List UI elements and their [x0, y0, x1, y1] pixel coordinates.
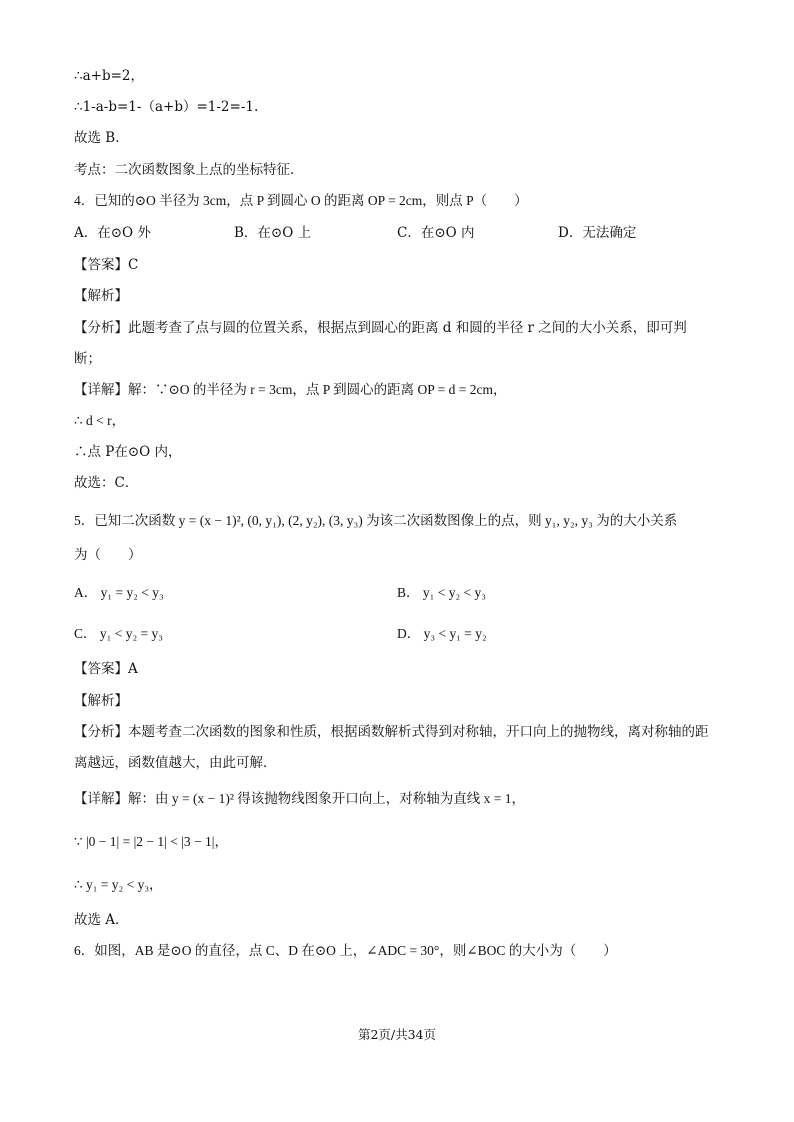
analysis-label: 【解析】	[74, 288, 128, 304]
q4-option-b: B．在⊙O 上	[234, 225, 312, 241]
answer-label: 【答案】A	[74, 661, 138, 677]
solution-step: ∵ |0 − 1| = |2 − 1| < |3 − 1|，	[74, 834, 228, 849]
analysis-text: 离越远，函数值越大，由此可解．	[74, 755, 277, 771]
solution-step: ∴ d < r，	[74, 413, 126, 428]
answer-label: 【答案】C	[74, 257, 139, 273]
text-line: 考点：二次函数图象上点的坐标特征．	[74, 162, 304, 178]
text-line: ∴1-a-b=1-（a+b）=1-2=-1.	[74, 99, 259, 115]
question-5-cont: 为（ ）	[74, 547, 142, 563]
q4-option-a: A．在⊙O 外	[74, 225, 151, 241]
q4-option-d: D．无法确定	[558, 225, 637, 241]
q5-option-b: B． y₁ < y₂ < y₃	[397, 585, 486, 600]
page-number: 第2页/共34页	[357, 1027, 437, 1042]
analysis-label: 【解析】	[74, 693, 128, 709]
solution-text: 【详解】解：∵⊙O 的半径为 r = 3cm，点 P 到圆心的距离 OP = d = 2cm，	[74, 382, 507, 397]
analysis-text: 【分析】此题考查了点与圆的位置关系，根据点到圆心的距离 d 和圆的半径 r 之间的大小关系，即可判	[74, 320, 687, 336]
analysis-text: 【分析】本题考查二次函数的图象和性质，根据函数解析式得到对称轴，开口向上的抛物线，离对称轴的距	[74, 724, 709, 740]
solution-end: 故选 A．	[74, 912, 129, 928]
question-5: 5．已知二次函数 y = (x − 1)², (0, y₁), (2, y₂), (3, y₃) 为该二次函数图像上的点，则 y₁, y₂, y₃ 为的大小关系	[74, 513, 678, 528]
text-line: ∴a+b=2，	[74, 68, 144, 84]
q4-option-c: C．在⊙O 内	[397, 225, 475, 241]
solution-text: 【详解】解：由 y = (x − 1)² 得该抛物线图象开口向上，对称轴为直线 x = 1，	[74, 791, 526, 806]
solution-end: 故选：C．	[74, 475, 139, 491]
text-line: 故选 B．	[74, 130, 129, 146]
question-4: 4．已知的⊙O 半径为 3cm，点 P 到圆心 O 的距离 OP = 2cm，则点 P（ ）	[74, 193, 528, 208]
q5-option-a: A． y₁ = y₂ < y₃	[74, 585, 164, 600]
analysis-text: 断；	[74, 351, 101, 367]
q5-option-c: C． y₁ < y₂ = y₃	[74, 626, 163, 641]
q5-option-d: D． y₃ < y₁ = y₂	[397, 626, 487, 641]
question-6: 6．如图，AB 是⊙O 的直径，点 C、D 在⊙O 上，∠ADC = 30°，则∠BOC 的大小为（ ）	[74, 943, 617, 958]
solution-step: ∴点 P在⊙O 内，	[74, 444, 182, 460]
solution-step: ∴ y₁ = y₂ < y₃，	[74, 877, 163, 892]
